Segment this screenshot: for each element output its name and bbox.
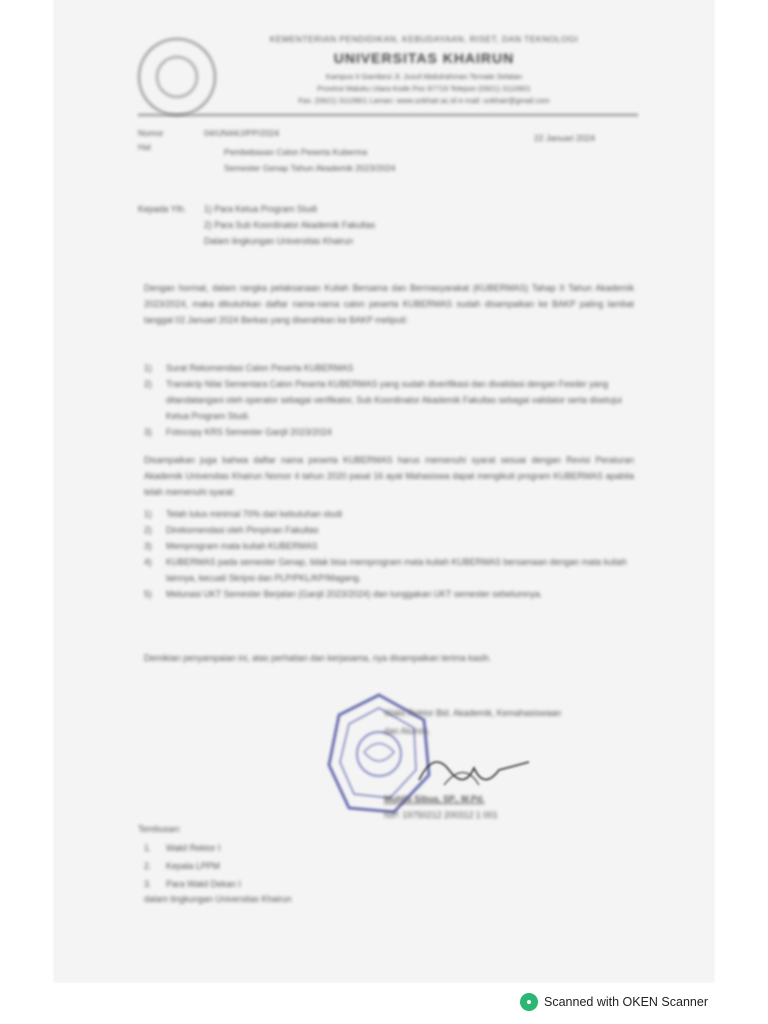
list-item: 5) Melunasi UKT Semester Berjalan (Ganjil 2023/2024) dan tunggakan UKT semester sebelumnya. bbox=[144, 589, 543, 599]
cc-label: Tembusan: bbox=[138, 824, 182, 834]
letterhead-address-2: Provinsi Maluku Utara Kode Pos 97719 Telepon (0921) 3110901 bbox=[317, 84, 531, 93]
list-item: 1) Surat Rekomendasi Calon Peserta KUBERMAS bbox=[144, 363, 354, 373]
nomor-value: 04/UN44/J/PP/2024 bbox=[204, 128, 280, 138]
recipient-line-1: 1) Para Ketua Program Studi bbox=[204, 204, 317, 214]
letterhead-university: UNIVERSITAS KHAIRUN bbox=[333, 50, 515, 66]
signatory-title-1: Wakil Rektor Bid. Akademik, Kemahasiswaan bbox=[384, 708, 562, 718]
list-item: 3. Para Wakil Dekan I bbox=[144, 879, 241, 889]
list-item: 4) KUBERMAS pada semester Genap, tidak bisa memprogram mata kuliah KUBERMAS bersamaan dengan mata kuliah lainnya, kecuali Skripsi dan PLP/PKL/KP/Magang. bbox=[144, 557, 627, 583]
body-paragraph-2: Disampaikan juga bahwa daftar nama peserta KUBERMAS harus memenuhi syarat sesuai dengan Revisi Peraturan Akademik Universitas Khairun Nomor 4 tahun 2020 pasal 16 ayat Mahasiswa dapat mengikuti program KUBERMAS apabila telah memenuhi syarat: bbox=[144, 455, 634, 497]
body-paragraph-1: Dengan hormat, dalam rangka pelaksanaan Kuliah Bersama dan Bermasyarakat (KUBERMAS) Tahap II Tahun Akademik 2023/2024, maka dibutuhkan daftar nama-nama calon peserta KUBERMAS sudah disampaikan ke BAKP paling lambat tanggal 02 Januari 2024 Berkas yang diserahkan ke BAKP meliputi: bbox=[144, 283, 634, 325]
list-item: 1) Telah lulus minimal 70% dari kebutuhan studi bbox=[144, 509, 343, 519]
hal-value-1: Pembebasan Calon Peserta Kuberma bbox=[224, 147, 368, 157]
list-item: 3) Memprogram mata kuliah KUBERMAS bbox=[144, 541, 318, 551]
hal-label: Hal bbox=[138, 142, 151, 152]
oken-scanner-icon bbox=[520, 993, 538, 1011]
letterhead-divider bbox=[138, 114, 638, 116]
list-item: 1. Wakil Rektor I bbox=[144, 843, 221, 853]
recipient-line-2: 2) Para Sub Koordinator Akademik Fakultas bbox=[204, 220, 376, 230]
letter-date: 22 Januari 2024 bbox=[534, 133, 595, 143]
university-logo bbox=[138, 38, 216, 116]
letterhead-address-1: Kampus II Gambesi Jl. Jusuf Abdulrahman Ternate Selatan bbox=[325, 72, 523, 81]
cc-list bbox=[144, 840, 444, 892]
recipient-label: Kepada Yth. bbox=[138, 204, 187, 214]
scanned-document-page bbox=[54, 0, 714, 982]
list-item: 2) Transkrip Nilai Sementara Calon Peserta KUBERMAS yang sudah diverifikasi dan divalidasi dengan Feeder yang ditandatangani oleh operator sebagai verifikator, Sub Koordinator Akademik Fakultas sebagai validator serta disetujui Ketua Program Studi. bbox=[144, 379, 622, 421]
nomor-label: Nomor bbox=[138, 128, 164, 138]
cc-footer: dalam lingkungan Universitas Khairun bbox=[144, 894, 292, 904]
signatory-nip: NIP. 19750212 200312 1 001 bbox=[384, 810, 498, 820]
signatory-title-2: dan Alumni, bbox=[384, 726, 430, 736]
recipient-line-3: Dalam lingkungan Universitas Khairun bbox=[204, 236, 354, 246]
list-item: 2) Direkomendasi oleh Pimpinan Fakultas bbox=[144, 525, 319, 535]
letterhead-ministry: KEMENTERIAN PENDIDIKAN, KEBUDAYAAN, RISET, DAN TEKNOLOGI bbox=[269, 34, 579, 44]
scanner-label: Scanned with OKEN Scanner bbox=[544, 995, 708, 1009]
letterhead-address-3: Fax. (0921) 3110901 Laman: www.unkhair.ac.id e-mail: unkhair@gmail.com bbox=[298, 96, 550, 105]
list-item: 2. Kepala LPPM bbox=[144, 861, 220, 871]
hal-value-2: Semester Genap Tahun Akademik 2023/2024 bbox=[224, 163, 396, 173]
requirements-list bbox=[144, 360, 634, 440]
signatory-name: Muhlis Sibua, SP., M.Pd. bbox=[384, 794, 485, 804]
handwritten-signature-icon bbox=[414, 740, 534, 800]
conditions-list bbox=[144, 506, 634, 602]
list-item: 3) Fotocopy KRS Semester Ganjil 2023/2024 bbox=[144, 427, 332, 437]
scanner-watermark bbox=[520, 990, 708, 1014]
closing-paragraph: Demikian penyampaian ini, atas perhatian dan kerjasama, nya disampaikan terima kasih. bbox=[144, 653, 492, 663]
